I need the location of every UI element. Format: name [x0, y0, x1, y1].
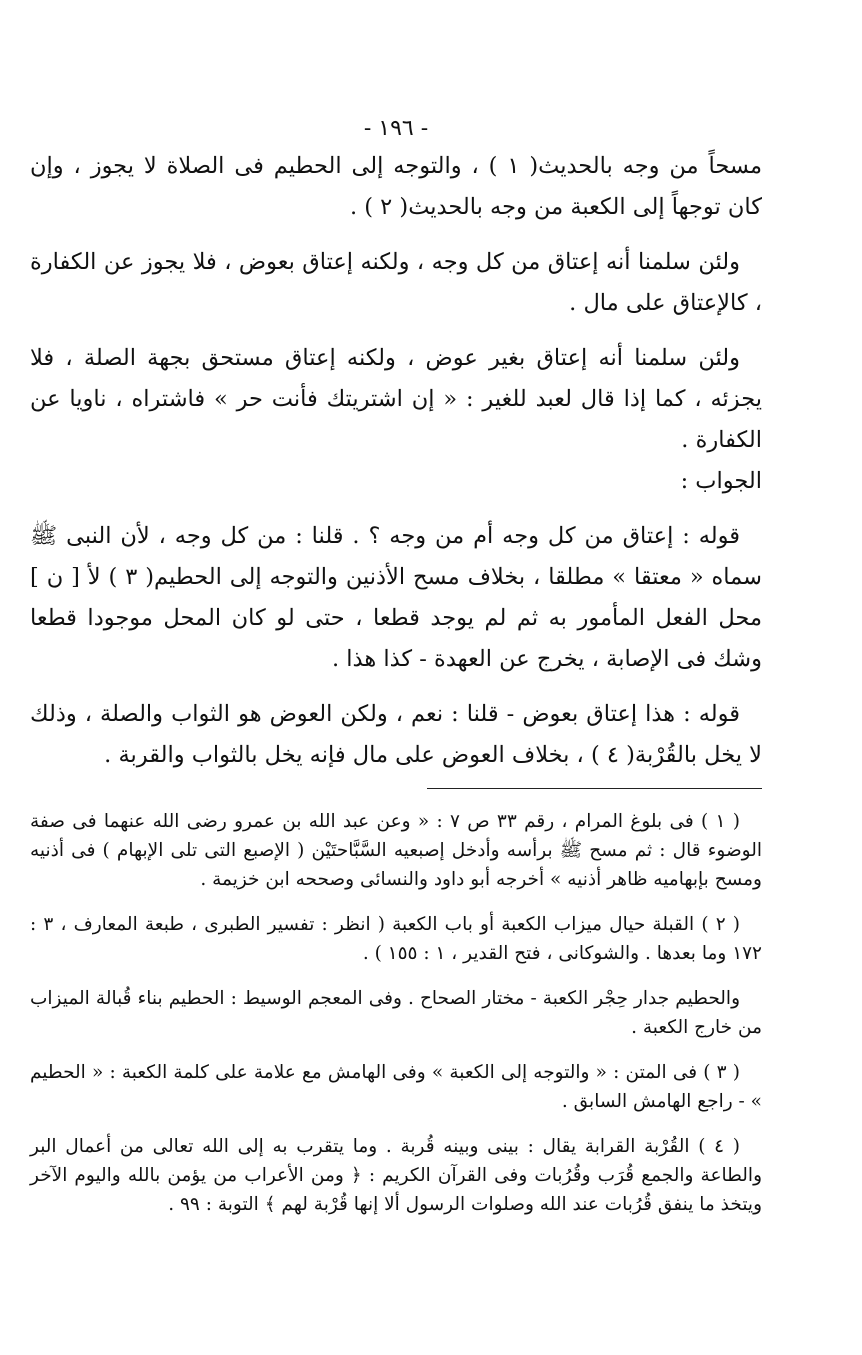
paragraph: قوله : هذا إعتاق بعوض - قلنا : نعم ، ولكن العوض هو الثواب والصلة ، وذلك لا يخل بالقُرْبة( ٤ ) ، بخلاف العوض على مال فإنه يخل بالثواب والقربة .: [30, 701, 762, 768]
footnotes: [30, 807, 762, 1219]
main-text: [30, 146, 762, 776]
paragraph: مسحاً من وجه بالحديث( ١ ) ، والتوجه إلى الحطيم فى الصلاة لا يجوز ، وإن كان توجهاً إلى الكعبة من وجه بالحديث( ٢ ) .: [30, 153, 762, 220]
paragraph: ولئن سلمنا أنه إعتاق من كل وجه ، ولكنه إعتاق بعوض ، فلا يجوز عن الكفارة ، كالإعتاق على مال .: [30, 249, 762, 316]
footnote: ( ٤ ) القُرْبة القرابة يقال : بينى وبينه قُربة . وما يتقرب به إلى الله تعالى من أعمال البر والطاعة والجمع قُرَب وقُرُبات وفى القرآن الكريم : ﴿ ومن الأعراب من يؤمن بالله واليوم الآخر ويتخذ ما ينفق قُرُبات عند الله وصلوات الرسول ألا إنها قُرْبة لهم ﴾ التوبة : ٩٩ .: [30, 1136, 762, 1215]
footnote: والحطيم جدار حِجْر الكعبة - مختار الصحاح . وفى المعجم الوسيط : الحطيم بناء قُبالة الميزاب من خارج الكعبة .: [30, 988, 762, 1038]
footnote: ( ١ ) فى بلوغ المرام ، رقم ٣٣ ص ٧ : « وعن عبد الله بن عمرو رضى الله عنهما فى صفة الوضوء قال : ثم مسح ﷺ برأسه وأدخل إصبعيه السَّبَّاحتَيْن ( الإصبع التى تلى الإبهام ) فى أذنيه ومسح بإبهاميه ظاهر أذنيه » أخرجه أبو داود والنسائى وصححه ابن خزيمة .: [30, 811, 762, 890]
footnote: ( ٢ ) القبلة حيال ميزاب الكعبة أو باب الكعبة ( انظر : تفسير الطبرى ، طبعة المعارف ، ٣ : ١٧٢ وما بعدها . والشوكانى ، فتح القدير ، ١ : ١٥٥ ) .: [30, 914, 762, 964]
section-heading: الجواب :: [680, 468, 762, 494]
footnote: ( ٣ ) فى المتن : « والتوجه إلى الكعبة » وفى الهامش مع علامة على كلمة الكعبة : « الحطيم » - راجع الهامش السابق .: [30, 1062, 762, 1112]
footnote-divider: [427, 788, 762, 789]
paragraph: ولئن سلمنا أنه إعتاق بغير عوض ، ولكنه إعتاق مستحق بجهة الصلة ، فلا يجزئه ، كما إذا قال لعبد للغير : « إن اشتريتك فأنت حر » فاشتراه ، ناويا عن الكفارة .: [30, 345, 762, 453]
paragraph: قوله : إعتاق من كل وجه أم من وجه ؟ . قلنا : من كل وجه ، لأن النبى ﷺ سماه « معتقا » مطلقا ، بخلاف مسح الأذنين والتوجه إلى الحطيم( ٣ ) لأ [ ن ] محل الفعل المأمور به ثم لم يوجد قطعا ، حتى لو كان المحل موجودا قطعا وشك فى الإصابة ، يخرج عن العهدة - كذا هذا .: [30, 523, 762, 672]
page-number: - ١٩٦ -: [363, 116, 429, 141]
